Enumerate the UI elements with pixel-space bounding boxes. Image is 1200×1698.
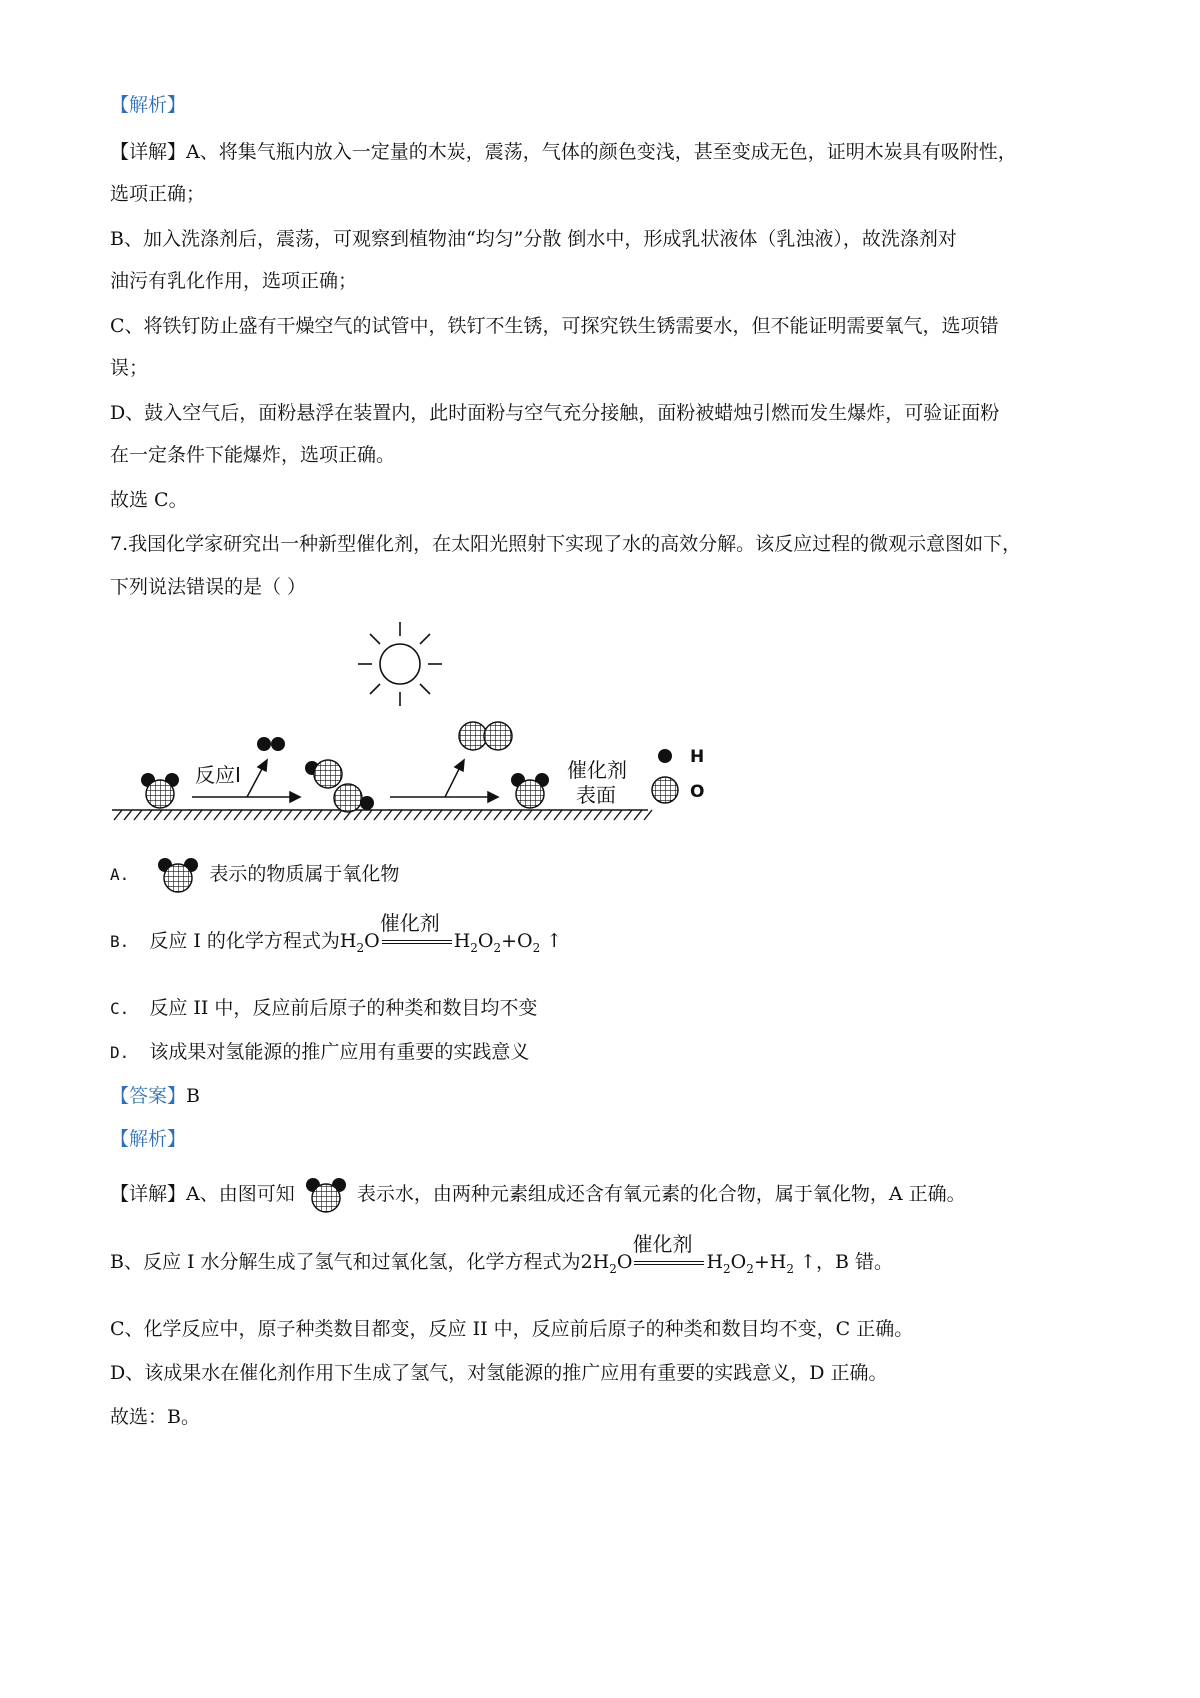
ground-hatch-line [354,810,362,820]
ground-hatch-line [264,810,272,820]
ground-hatch-line [424,810,432,820]
detail-7d: D、该成果水在催化剂作用下生成了氢气，对氢能源的推广应用有重要的实践意义，D 正确。 [110,1362,888,1384]
ground-hatch-line [124,810,132,820]
ground-hatch-line [154,810,162,820]
analysis-heading-2: 【解析】 [110,1128,187,1150]
ground-hatch-line [444,810,452,820]
ground-hatch-line [404,810,412,820]
option-a-label: A. [110,865,130,884]
ground-hatch-line [414,810,422,820]
answer-prefix: 【答案】 [110,1085,187,1107]
ground-hatch-line [614,810,622,820]
detail-7b [110,1232,894,1282]
option-a [110,856,399,894]
option-c-label: C. [110,999,130,1018]
question-7-stem-line2: 下列说法错误的是（ ） [110,576,307,598]
water-molecule-icon [141,773,179,808]
ground-hatch-line [464,810,472,820]
ground-hatch-line [334,810,342,820]
ground-hatch-line [564,810,572,820]
ground-hatch-line [304,810,312,820]
reaction-arrow-icon [390,760,498,802]
option-d-text: 该成果对氢能源的推广应用有重要的实践意义 [149,1041,530,1063]
oxygen-molecule-icon [459,722,512,750]
ground-hatch-line [624,810,632,820]
detail-a-line2: 选项正确； [110,183,206,205]
option-a-text: 表示的物质属于氧化物 [209,863,400,885]
option-b [110,911,563,961]
detail-d-line1: D、鼓入空气后，面粉悬浮在装置内，此时面粉与空气充分接触，面粉被蜡烛引燃而发生爆炸，可验证面粉 [110,402,1000,424]
ground-hatch-line [574,810,582,820]
conclusion-1: 故选 C。 [110,489,188,511]
detail-7b-prefix: B、反应 I 水分解生成了氢气和过氧化氢，化学方程式为 [110,1251,581,1273]
detail-b-line1: B、加入洗涤剂后，震荡，可观察到植物油“均匀”分散 倒水中，形成乳状液体（乳浊液），故洗涤剂对 [110,228,957,250]
legend-h-label: H [690,747,705,767]
ground-hatch-line [434,810,442,820]
legend-o-label: O [690,782,705,802]
ground-hatch-line [174,810,182,820]
ground-hatch-line [524,810,532,820]
ground-hatch-line [254,810,262,820]
catalyst-ground [112,810,652,820]
detail-7a [110,1176,966,1214]
ground-hatch-line [294,810,302,820]
ground-hatch-line [534,810,542,820]
ground-hatch-line [274,810,282,820]
detail-7c: C、化学反应中，原子种类数目都变，反应 II 中，反应前后原子的种类和数目均不变，C 正确。 [110,1318,914,1340]
option-b-equation: $H_2O$ 催化剂 $H_2O_2+O_2$ ↑ [339,911,563,955]
ground-hatch-line [474,810,482,820]
sun-icon [358,622,442,706]
ground-hatch-line [214,810,222,820]
detail-7a-suffix: 表示水，由两种元素组成还含有氧元素的化合物，属于氧化物，A 正确。 [356,1183,966,1205]
ground-hatch-line [314,810,322,820]
detail-7b-equation: $2H_2O$ 催化剂 $H_2O_2+H_2$ ↑ [580,1232,816,1276]
ground-hatch-line [644,810,652,820]
catalyst-condition: 催化剂 [379,911,440,935]
surface-label: 表面 [576,783,616,807]
water-molecule-icon [301,1176,351,1214]
reaction-diagram [100,610,800,840]
ground-hatch-line [184,810,192,820]
ground-hatch-line [224,810,232,820]
catalyst-condition-2: 催化剂 [632,1232,693,1256]
ground-hatch-line [234,810,242,820]
hydrogen-peroxide-molecule-icon [305,760,374,812]
detail-c-line1: C、将铁钉防止盛有干燥空气的试管中，铁钉不生锈，可探究铁生锈需要水，但不能证明需要氧气，选项错 [110,315,999,337]
ground-hatch-line [204,810,212,820]
ground-hatch-line [584,810,592,820]
ground-hatch-line [144,810,152,820]
ground-hatch-line [514,810,522,820]
detail-c-line2: 误； [110,357,149,379]
ground-hatch-line [284,810,292,820]
ground-hatch-line [454,810,462,820]
option-c-text: 反应 II 中，反应前后原子的种类和数目均不变 [149,997,538,1019]
analysis-heading: 【解析】 [110,94,187,116]
ground-hatch-line [194,810,202,820]
ground-hatch-line [594,810,602,820]
option-d-label: D. [110,1043,130,1062]
option-c [110,995,537,1022]
ground-hatch-line [374,810,382,820]
ground-hatch-line [324,810,332,820]
detail-a-line1: 【详解】A、将集气瓶内放入一定量的木炭，震荡，气体的颜色变浅，甚至变成无色，证明木炭具有吸附性， [110,141,1017,163]
legend-o-icon [652,777,678,803]
ground-hatch-line [604,810,612,820]
reaction-1-label: 反应Ⅰ [195,763,241,787]
detail-d-line2: 在一定条件下能爆炸，选项正确。 [110,444,396,466]
detail-b-line2: 油污有乳化作用，选项正确； [110,270,358,292]
water-molecule-icon [153,856,203,894]
answer-value: B [186,1085,200,1107]
ground-hatch-line [364,810,372,820]
ground-hatch-line [554,810,562,820]
ground-hatch-line [164,810,172,820]
ground-hatch-line [544,810,552,820]
hydrogen-molecule-icon [257,737,285,751]
option-d [110,1039,529,1066]
ground-hatch-line [504,810,512,820]
catalyst-label: 催化剂 [567,758,627,782]
ground-hatch-line [384,810,392,820]
question-7-stem-line1: 7.我国化学家研究出一种新型催化剂，在太阳光照射下实现了水的高效分解。该反应过程的微观示意图如下， [110,533,1022,555]
answer [110,1083,200,1109]
ground-hatch-line [394,810,402,820]
ground-hatch-line [134,810,142,820]
detail-7a-prefix: 【详解】A、由图可知 [110,1183,295,1205]
option-b-prefix: 反应 I 的化学方程式为 [149,930,340,952]
option-b-label: B. [110,932,130,951]
ground-hatch-line [114,810,122,820]
ground-hatch-line [484,810,492,820]
legend-h-icon [658,749,672,763]
ground-hatch-line [244,810,252,820]
ground-hatch-line [494,810,502,820]
water-molecule-icon [511,773,549,808]
conclusion-2: 故选：B。 [110,1406,200,1428]
ground-hatch-line [634,810,642,820]
detail-7b-suffix: ，B 错。 [816,1251,894,1273]
